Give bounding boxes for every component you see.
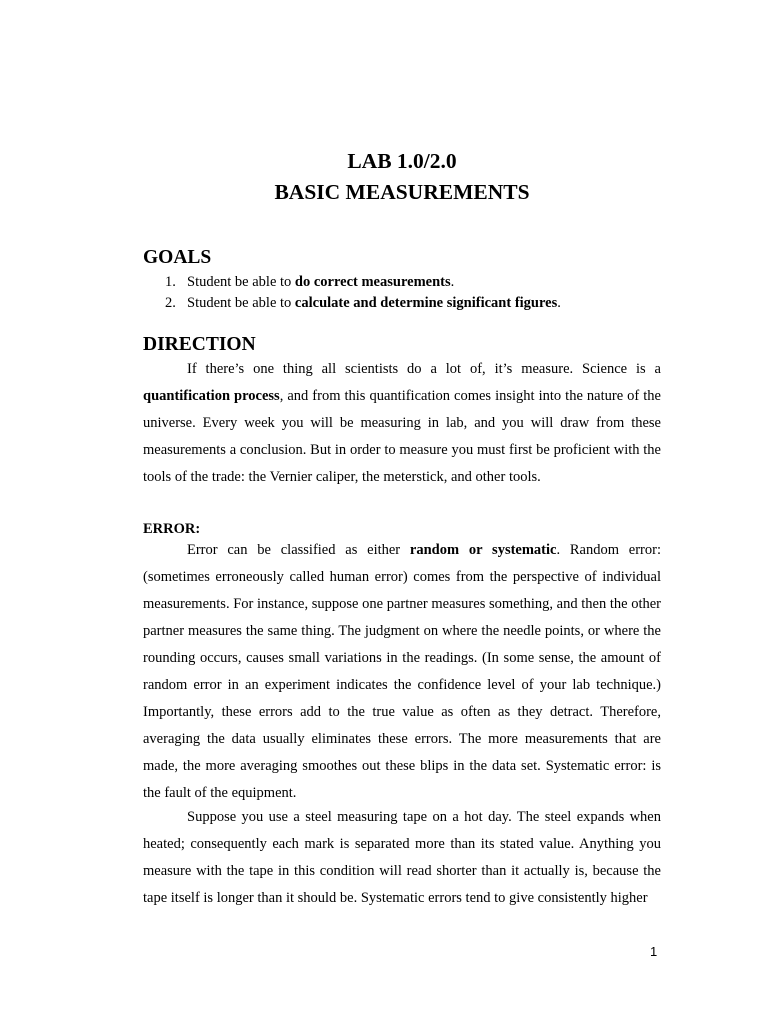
goal-item [143,272,561,293]
goal-suffix: . [557,295,561,311]
goal-item [143,293,561,314]
title-line-lab: LAB 1.0/2.0 [347,149,457,173]
direction-text-end: , and from this quantification comes insight into the nature of the universe. Every week you will be measuring in lab, and you will draw from these measurements a conclusion. But in order to measure you must first be proficient with the tools of the trade: the Vernier caliper, the meterstick, and other tools. [143,388,661,485]
goal-emphasis: calculate and determine significant figures [294,295,558,311]
direction-text-start: If there’s one thing all scientists do a lot of, it’s measure. Science is a [187,361,661,377]
error-text-start: Error can be classified as either [187,542,410,558]
document-title [0,146,768,208]
goals-list [143,272,561,314]
goal-text: Student be able to [187,295,295,311]
error-emphasis: random or systematic [409,542,557,558]
error-heading: ERROR: [143,521,201,537]
goal-suffix: . [450,274,455,290]
goals-heading: GOALS [143,247,212,268]
error-text-end: . Random error: (sometimes erroneously called human error) comes from the perspective of individual measurements. For instance, suppose one partner measures something, and then the other partner measures the same thing. The judgment on where the needle points, or where the rounding occurs, causes small variations in the readings. (In some sense, the amount of random error in an experiment indicates the confidence level of your lab technique.) Importantly, these errors add to the true value as often as they detract. Therefore, averaging the data usually eliminates these errors. The more measurements that are made, the more averaging smoothes out these blips in the data set. Systematic error: is the fault of the equipment. [143,542,661,801]
direction-heading: DIRECTION [143,334,256,355]
error-paragraph-1 [143,537,661,807]
direction-emphasis: quantification process [143,388,280,404]
title-line-subject: BASIC MEASUREMENTS [274,180,530,204]
goal-text: Student be able to [187,274,295,290]
direction-paragraph [143,356,661,491]
goal-emphasis: do correct measurements [294,274,451,290]
goal-number: 1. [165,274,176,290]
error-paragraph-2: Suppose you use a steel measuring tape on a hot day. The steel expands when heated; consequently each mark is separated more than its stated value. Anything you measure with the tape in this condition will read shorter than it actually is, because the tape itself is longer than it should be. Systematic errors tend to give consistently higher [143,809,661,906]
goal-number: 2. [165,295,176,311]
page-number: 1 [650,944,658,959]
